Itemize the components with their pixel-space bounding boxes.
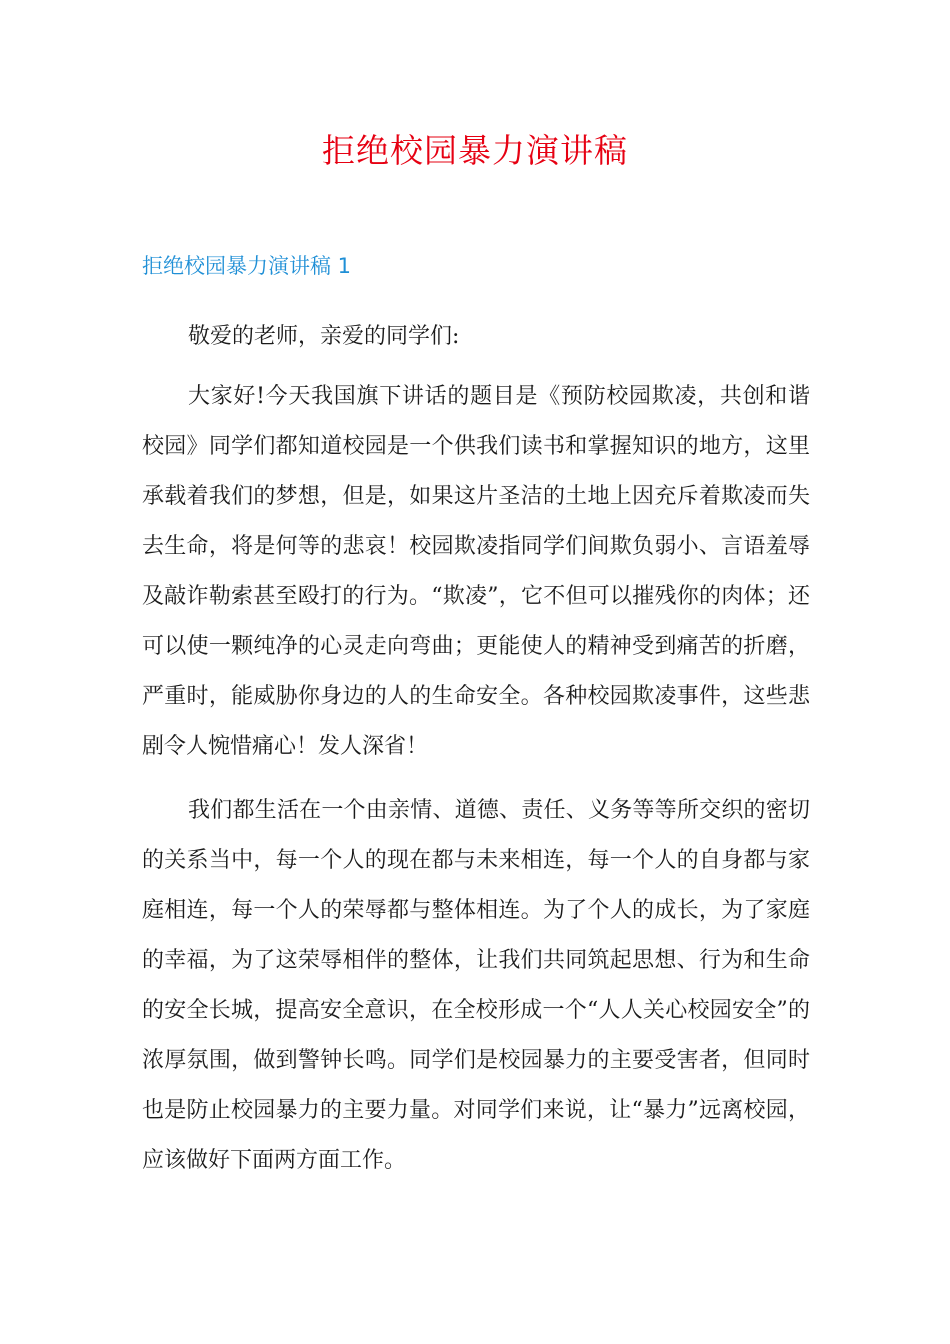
paragraph-2: 我们都生活在一个由亲情、道德、责任、义务等等所交织的密切的关系当中，每一个人的现在都与未来相连，每一个人的自身都与家庭相连，每一个人的荣辱都与整体相连。为了个人的成长，为了家庭的幸福，为了这荣辱相伴的整体，让我们共同筑起思想、行为和生命的安全长城，提高安全意识，在全校形成一个“人人关心校园安全”的浓厚氛围，做到警钟长鸣。同学们是校园暴力的主要受害者，但同时也是防止校园暴力的主要力量。对同学们来说，让“暴力”远离校园，应该做好下面两方面工作。 — [142, 798, 810, 1173]
greeting-block — [142, 312, 810, 362]
paragraph-block-2 — [142, 786, 810, 1186]
section-title: 拒绝校园暴力演讲稿 1 — [142, 254, 352, 278]
paragraph-1: 大家好!今天我国旗下讲话的题目是《预防校园欺凌，共创和谐校园》同学们都知道校园是一个供我们读书和掌握知识的地方，这里承载着我们的梦想，但是，如果这片圣洁的土地上因充斥着欺凌而失去生命，将是何等的悲哀！校园欺凌指同学们间欺负弱小、言语羞辱及敲诈勒索甚至殴打的行为。“欺凌”，它不但可以摧残你的肉体；还可以使一颗纯净的心灵走向弯曲；更能使人的精神受到痛苦的折磨，严重时，能威胁你身边的人的生命安全。各种校园欺凌事件，这些悲剧令人惋惜痛心！发人深省！ — [142, 384, 810, 759]
document-title: 拒绝校园暴力演讲稿 — [322, 131, 628, 170]
greeting-text: 敬爱的老师，亲爱的同学们: — [188, 324, 460, 349]
paragraph-block-1 — [142, 372, 810, 772]
